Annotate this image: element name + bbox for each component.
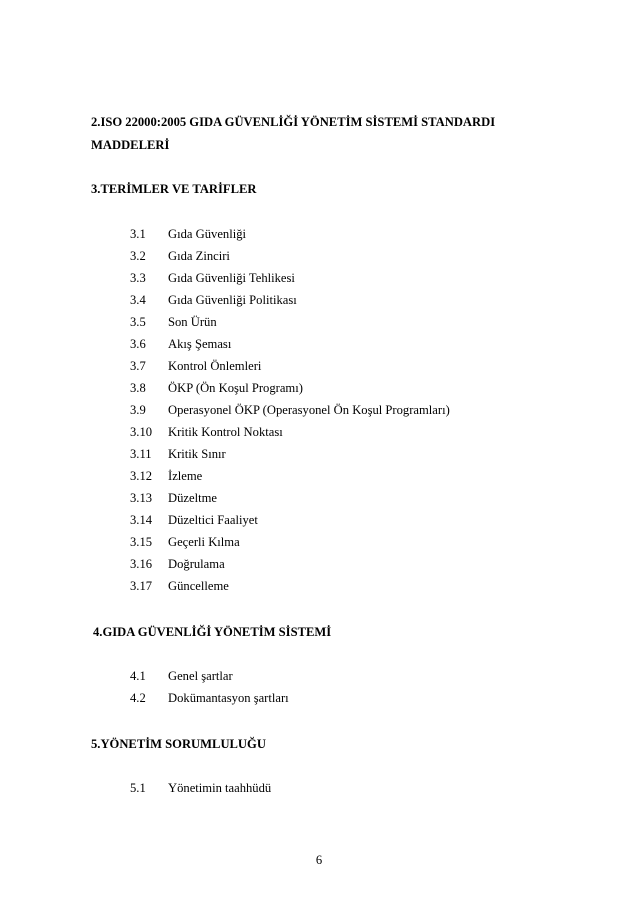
item-text: Gıda Güvenliği	[168, 227, 246, 241]
item-number: 4.2	[130, 691, 146, 705]
item-text: ÖKP (Ön Koşul Programı)	[168, 381, 303, 395]
item-text: Kontrol Önlemleri	[168, 359, 262, 373]
item-number: 3.15	[130, 535, 153, 549]
item-text: Akış Şeması	[168, 337, 232, 351]
item-number: 3.4	[130, 293, 146, 307]
item-number: 3.9	[130, 403, 146, 417]
item-text: Gıda Güvenliği Tehlikesi	[168, 271, 295, 285]
item-number: 3.3	[130, 271, 146, 285]
section-heading: 4.GIDA GÜVENLİĞİ YÖNETİM SİSTEMİ	[93, 625, 332, 639]
item-number: 3.17	[130, 579, 153, 593]
item-text: Son Ürün	[168, 315, 217, 329]
item-number: 5.1	[130, 781, 146, 795]
section-heading: 5.YÖNETİM SORUMLULUĞU	[91, 737, 266, 751]
item-number: 3.7	[130, 359, 146, 373]
item-text: Kritik Kontrol Noktası	[168, 425, 283, 439]
item-text: Düzeltici Faaliyet	[168, 513, 258, 527]
item-number: 3.2	[130, 249, 146, 263]
item-number: 3.5	[130, 315, 146, 329]
item-text: Operasyonel ÖKP (Operasyonel Ön Koşul Programları)	[168, 403, 450, 417]
item-number: 3.8	[130, 381, 146, 395]
item-number: 3.1	[130, 227, 146, 241]
item-text: Düzeltme	[168, 491, 217, 505]
item-number: 4.1	[130, 669, 146, 683]
section-heading: 2.ISO 22000:2005 GIDA GÜVENLİĞİ YÖNETİM SİSTEMİ STANDARDI	[91, 115, 496, 129]
item-number: 3.12	[130, 469, 153, 483]
item-number: 3.6	[130, 337, 146, 351]
page-number: 6	[315, 853, 323, 867]
item-text: İzleme	[168, 469, 203, 483]
section-heading-continued: MADDELERİ	[91, 138, 170, 152]
item-text: Yönetimin taahhüdü	[168, 781, 272, 795]
item-text: Gıda Zinciri	[168, 249, 230, 263]
item-number: 3.10	[130, 425, 153, 439]
item-text: Genel şartlar	[168, 669, 233, 683]
item-number: 3.11	[130, 447, 152, 461]
item-text: Gıda Güvenliği Politikası	[168, 293, 297, 307]
item-number: 3.14	[130, 513, 153, 527]
item-text: Geçerli Kılma	[168, 535, 240, 549]
item-text: Dokümantasyon şartları	[168, 691, 289, 705]
item-text: Kritik Sınır	[168, 447, 226, 461]
item-number: 3.16	[130, 557, 153, 571]
item-text: Doğrulama	[168, 557, 225, 571]
section-heading: 3.TERİMLER VE TARİFLER	[91, 182, 257, 196]
item-text: Güncelleme	[168, 579, 229, 593]
item-number: 3.13	[130, 491, 153, 505]
